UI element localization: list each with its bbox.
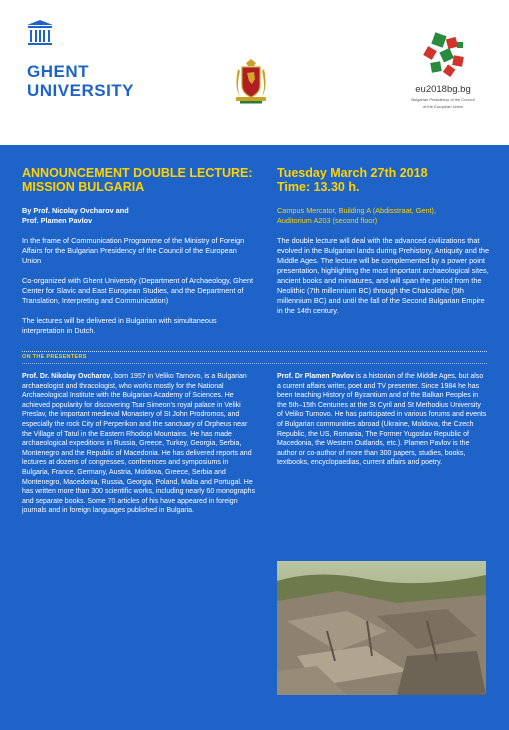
ghent-building-icon [27, 20, 53, 48]
language-paragraph: The lectures will be delivered in Bulgarian with simultaneous interpretation in Dutch. [22, 316, 217, 335]
date-line: Tuesday March 27th 2018 [277, 166, 428, 180]
frame-paragraph: In the frame of Communication Programme of the Ministry of Foreign Affairs for the Bulgarian Presidency of the Council of the European Union [22, 236, 245, 265]
presenters-heading: ON THE PRESENTERS [22, 354, 87, 360]
bulgarian-coat-of-arms-icon [230, 57, 272, 105]
eu2018bg-mark-icon [415, 30, 471, 82]
authors-line2: Prof. Plamen Pavlov [22, 216, 93, 225]
venue-line2: Auditorium A203 (second floor) [277, 216, 378, 225]
bio-pavlov [277, 372, 487, 468]
bio-ovcharov [22, 372, 256, 516]
bio2-text: is a historian of the Middle Ages, but also a current affairs writer, poet and TV presenter. Since 1984 he has been teaching History of Byzantium and of the Balkan Peoples in the 5th–15th Centuries at the St Cyril and St Methodius University of Veliko Turnovo. He has participated in various forums and events of Bulgarian communities abroad (Ukraine, Moldova, the Czech Republic, the US, Romania, The Former Yugoslav Republic of Macedonia, the Western Outlands, etc.). Plamen Pavlov is the author or co-author of more than 300 papers, studies, books, textbooks, encyclopaedias, current affairs and poetry. [277, 373, 487, 467]
header [0, 0, 509, 145]
eu-url: eu2018bg.bg [415, 84, 471, 95]
eu-subtitle-line2: of the European Union [422, 104, 464, 109]
eu-presidency-logo [393, 30, 493, 109]
bio1-name: Prof. Dr. Nikolay Ovcharov [22, 373, 111, 380]
section-divider-lower [22, 363, 487, 364]
left-column [22, 166, 257, 346]
section-divider [22, 351, 487, 352]
lecture-description: The double lecture will deal with the advanced civilizations that evolved in the Bulgarian lands during Prehistory, Antiquity and the Middle Ages. The lecture will be complemented by a power point presentation, highlighting the most important archaeological sites, ancient books and miniatures, and will span the period from the Neolithic (7th millennium BC) through the Chalcolithic (5th millennium BC) and until the fall of the Second Bulgarian Empire in the 14th century. [277, 236, 490, 315]
bio2-name: Prof. Dr Plamen Pavlov [277, 373, 355, 380]
time-line: Time: 13.30 h. [277, 180, 360, 194]
authors-line1: By Prof. Nicolay Ovcharov and [22, 206, 129, 215]
announcement-panel [0, 145, 509, 730]
eu-subtitle-line1: Bulgarian Presidency of the Council [411, 97, 475, 102]
coorganizers-paragraph: Co-organized with Ghent University (Department of Archaeology, Ghent Center for Slavic and East European Studies, and the Department of Translation, Interpreting and Communication) [22, 276, 254, 305]
bio1-text: , born 1957 in Veliko Tarnovo, is a Bulgarian archaeologist and thracologist, who works mostly for the National Archaeological Institute with the Bulgarian Academy of Sciences. He achieved popularity for discovering Tsar Simeon's royal palace in Veliki Preslav, the important medieval Monastery of St John Prodromos, and especially the rock City of Perperikon and the sanctuary of Orpheus near the Village of Tatul in the Eastern Rhodopi Mountains. He has made archaeological expeditions in Russia, Greece, Turkey, Georgia, Serbia, Montenegro and the Republic of Macedonia. He has delivered reports and lectures at dozens of congresses, conferences and symposiums in Bulgaria, France, Germany, Austria, Moldova, Greece, Serbia and Montenegro, Macedonia, Russia, Georgia, Poland, Malta and Portugal. He has written more than 300 scientific works, including nearly 60 monographs and separate books. Some 70 articles of his have appeared in foreign journals and in foreign languages published in Bulgaria. [22, 373, 256, 515]
university-name-line1: GHENT [27, 62, 89, 81]
ghent-university-logo [27, 20, 134, 100]
announcement-title-line2: MISSION BULGARIA [22, 180, 145, 194]
perperikon-ruins-photo [277, 561, 486, 695]
right-column [277, 166, 489, 326]
announcement-title-line1: ANNOUNCEMENT DOUBLE LECTURE: [22, 166, 253, 180]
venue-line1: Campus Mercator, Building A (Abdisstraat, Gent), [277, 206, 436, 215]
university-name-line2: UNIVERSITY [27, 81, 135, 100]
